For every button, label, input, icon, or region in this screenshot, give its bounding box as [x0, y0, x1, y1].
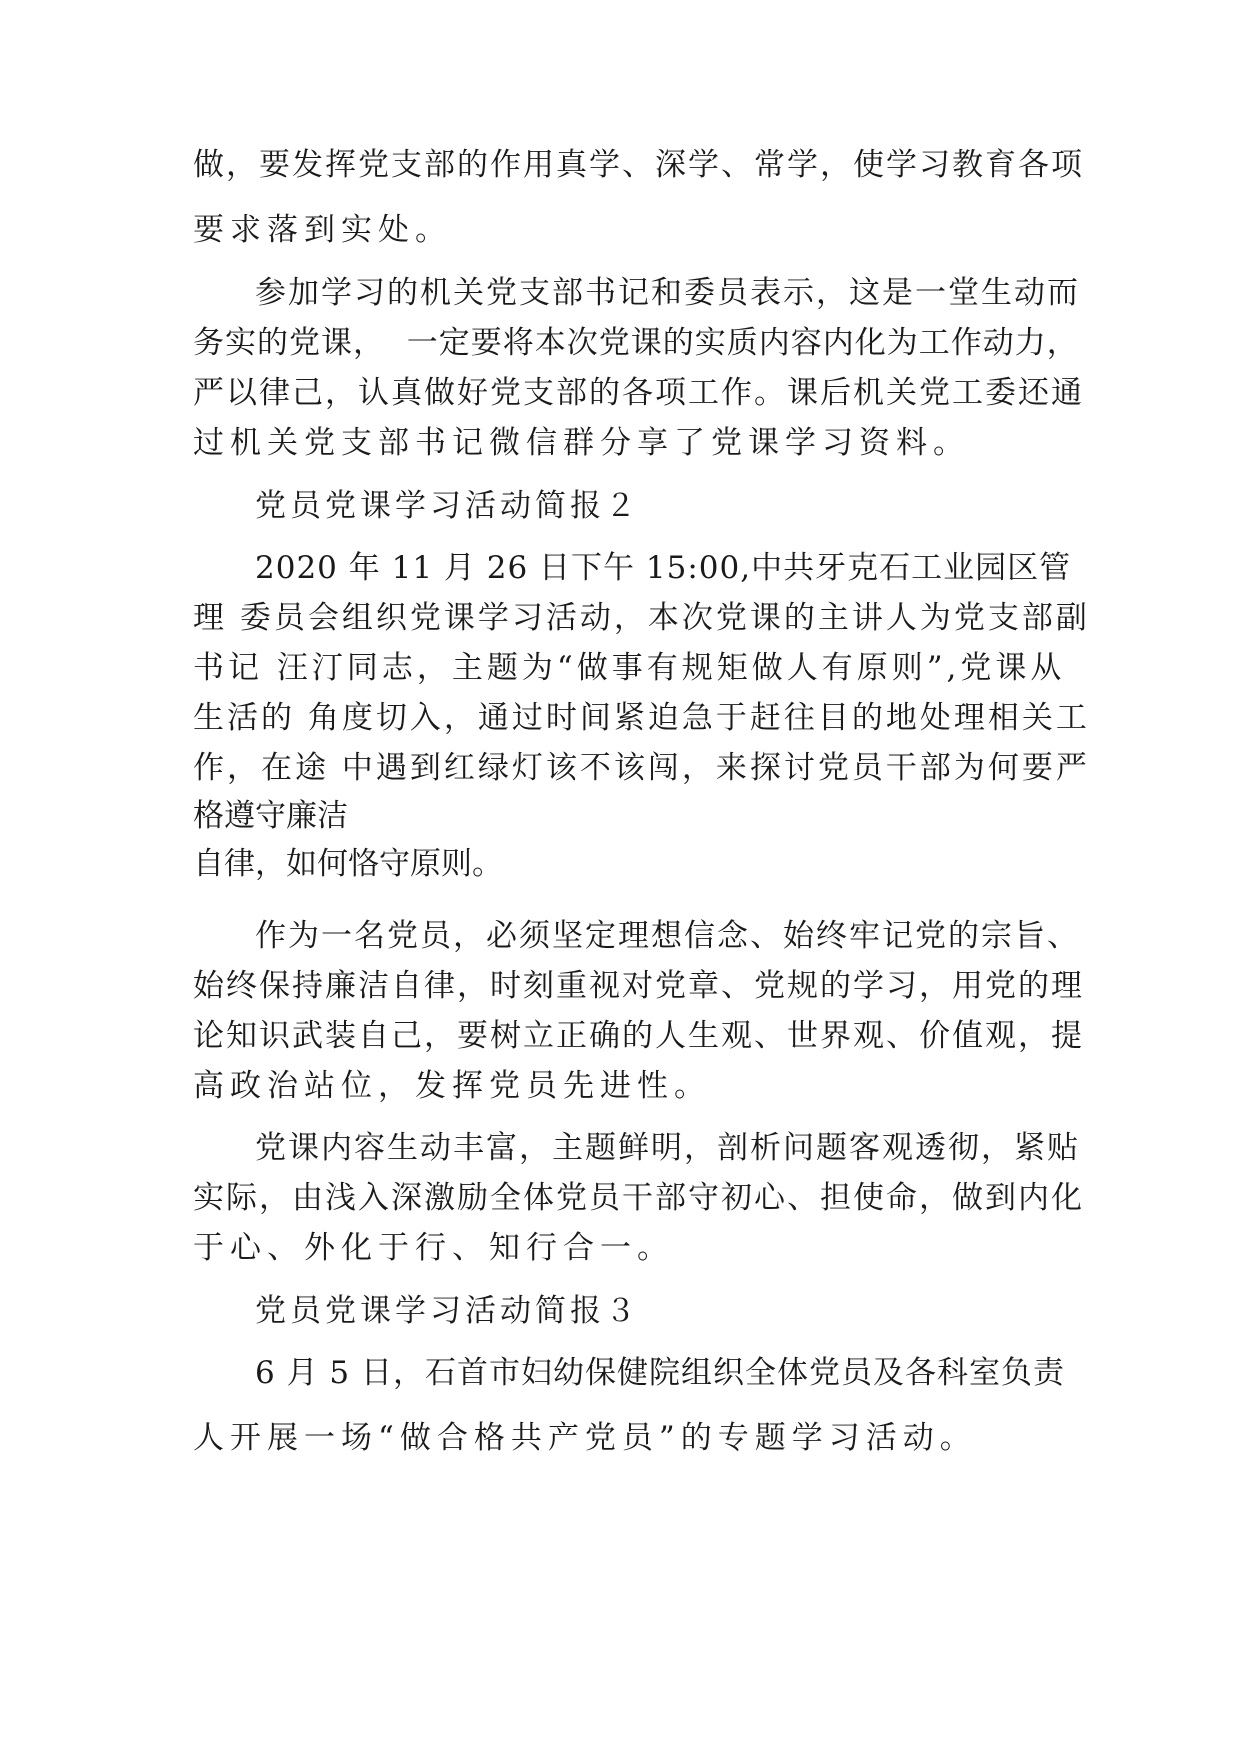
body-line: 严以律己，认真做好党支部的各项工作。课后机关党工委还通 — [193, 375, 1084, 411]
body-line: 要求落到实处。 — [193, 212, 452, 248]
body-line: 务实的党课， 一定要将本次党课的实质内容内化为工作动力， — [193, 325, 1079, 361]
body-line: 高政治站位，发挥党员先进性。 — [193, 1068, 711, 1104]
body-line: 党课内容生动丰富，主题鲜明，剖析问题客观透彻，紧贴 — [255, 1130, 1080, 1166]
body-line: 人开展一场“做合格共产党员”的专题学习活动。 — [193, 1420, 977, 1456]
body-line: 2020 年 11 月 26 日下午 15:00,中共牙克石工业园区管 — [255, 550, 1072, 586]
body-line: 过机关党支部书记微信群分享了党课学习资料。 — [193, 425, 970, 461]
body-line: 理 委员会组织党课学习活动，本次党课的主讲人为党支部副 — [193, 600, 1090, 636]
body-line: 实际，由浅入深激励全体党员干部守初心、担使命，做到内化 — [193, 1180, 1084, 1216]
body-line: 作为一名党员，必须坚定理想信念、始终牢记党的宗旨、 — [255, 918, 1080, 954]
body-line: 作，在途 中遇到红绿灯该不该闯，来探讨党员干部为何要严 — [193, 750, 1090, 786]
body-line: 6 月 5 日，石首市妇幼保健院组织全体党员及各科室负责 — [255, 1355, 1066, 1391]
body-line: 于心、外化于行、知行合一。 — [193, 1230, 674, 1266]
body-line: 参加学习的机关党支部书记和委员表示，这是一堂生动而 — [255, 275, 1080, 311]
body-line: 生活的 角度切入，通过时间紧迫急于赶往目的地处理相关工 — [193, 700, 1090, 736]
body-line: 论知识武装自己，要树立正确的人生观、世界观、价值观，提 — [193, 1018, 1084, 1054]
body-line: 书记 汪汀同志，主题为“做事有规矩做人有原则”,党课从 — [193, 650, 1066, 686]
body-line: 始终保持廉洁自律，时刻重视对党章、党规的学习，用党的理 — [193, 968, 1084, 1004]
body-line: 格遵守廉洁 — [193, 798, 348, 834]
section-heading: 党员党课学习活动简报２ — [255, 488, 640, 524]
section-heading: 党员党课学习活动简报３ — [255, 1293, 640, 1329]
body-line: 做，要发挥党支部的作用真学、深学、常学，使学习教育各项 — [193, 147, 1084, 183]
body-line: 自律，如何恪守原则。 — [193, 846, 503, 882]
